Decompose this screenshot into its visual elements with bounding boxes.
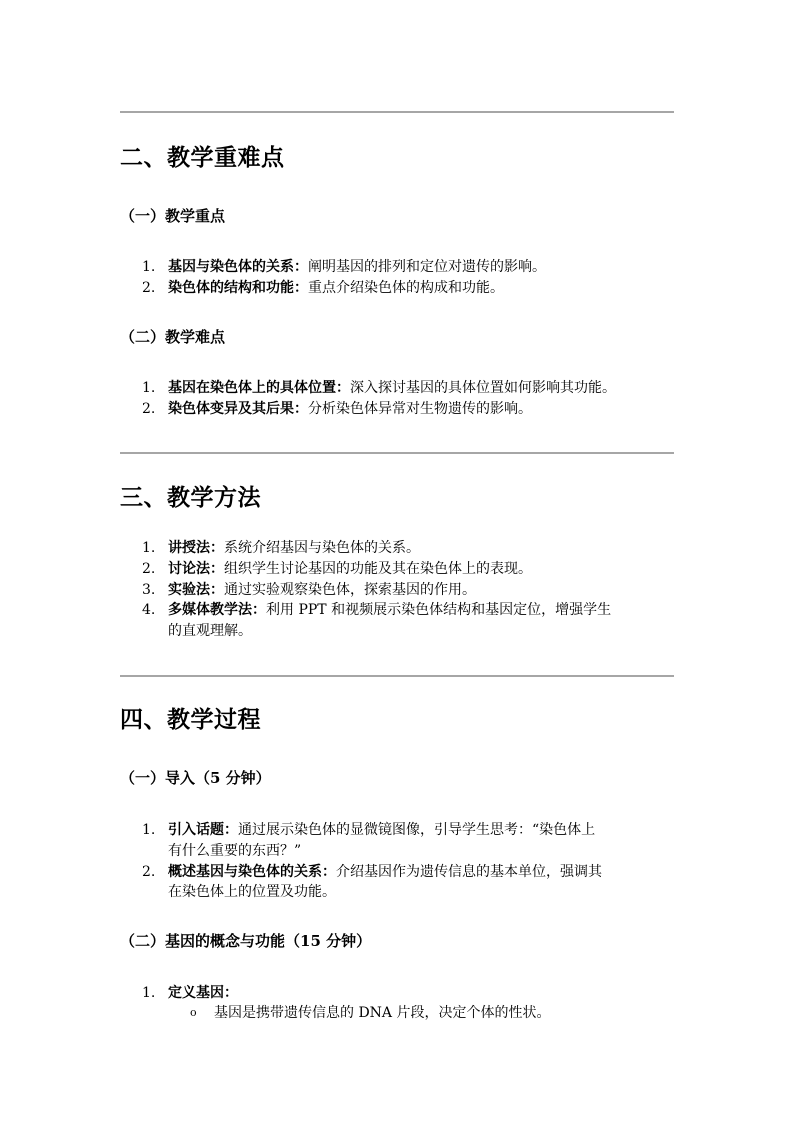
list-item-continuation: 在染色体上的位置及功能。 <box>168 884 336 900</box>
list-number: 1. <box>142 822 156 838</box>
list-item-text: 阐明基因的排列和定位对遗传的影响。 <box>308 259 546 275</box>
list-number: 1. <box>142 259 156 275</box>
list-item-text: 利用 PPT 和视频展示染色体结构和基因定位，增强学生 <box>266 602 612 618</box>
list-number: 2. <box>142 280 156 296</box>
list-number: 3. <box>142 582 156 598</box>
list-item-text: 介绍基因作为遗传信息的基本单位，强调其 <box>336 864 602 880</box>
section-heading: 二、教学重难点 <box>120 144 285 171</box>
list-item <box>142 378 616 398</box>
list-item <box>142 257 546 277</box>
subsection-heading: （二）基因的概念与功能（15 分钟） <box>120 932 372 950</box>
list-item <box>142 820 595 840</box>
list-item-term: 引入话题： <box>168 822 238 838</box>
section-divider <box>120 111 674 113</box>
list-item-text: 通过展示染色体的显微镜图像，引导学生思考：“染色体上 <box>238 822 596 838</box>
list-item-text: 组织学生讨论基因的功能及其在染色体上的表现。 <box>224 561 532 577</box>
list-item-text: 通过实验观察染色体，探索基因的作用。 <box>224 582 476 598</box>
list-number: 1. <box>142 985 156 1001</box>
section-heading: 三、教学方法 <box>120 484 261 511</box>
sub-list-item <box>190 1003 550 1023</box>
list-number: 4. <box>142 602 156 618</box>
list-item-continuation: 的直观理解。 <box>168 623 252 639</box>
list-item-text: 系统介绍基因与染色体的关系。 <box>224 540 420 556</box>
list-item-continuation: 有什么重要的东西？” <box>168 843 302 859</box>
list-item <box>142 600 611 620</box>
list-item-text: 深入探讨基因的具体位置如何影响其功能。 <box>350 380 616 396</box>
section-divider <box>120 675 674 677</box>
list-item-term: 概述基因与染色体的关系： <box>168 864 336 880</box>
sub-list-item-text: 基因是携带遗传信息的 DNA 片段，决定个体的性状。 <box>214 1005 551 1021</box>
list-item <box>142 559 532 579</box>
list-item <box>142 278 504 298</box>
subsection-heading: （二）教学难点 <box>120 328 226 346</box>
list-item-term: 基因在染色体上的具体位置： <box>168 380 350 396</box>
list-number: 1. <box>142 540 156 556</box>
list-item-term: 定义基因： <box>168 985 238 1001</box>
list-number: 2. <box>142 864 156 880</box>
list-number: 2. <box>142 561 156 577</box>
list-item-text: 重点介绍染色体的构成和功能。 <box>308 280 504 296</box>
list-item <box>142 399 532 419</box>
list-item-text: 分析染色体异常对生物遗传的影响。 <box>308 401 532 417</box>
section-heading: 四、教学过程 <box>120 706 261 733</box>
list-number: 2. <box>142 401 156 417</box>
section-divider <box>120 452 674 454</box>
subsection-heading: （一）导入（5 分钟） <box>120 769 271 787</box>
list-number: 1. <box>142 380 156 396</box>
list-item-term: 讲授法： <box>168 540 224 556</box>
list-item-term: 染色体变异及其后果： <box>168 401 308 417</box>
hollow-bullet-icon: o <box>190 1006 197 1019</box>
list-item-term: 实验法： <box>168 582 224 598</box>
subsection-heading: （一）教学重点 <box>120 207 226 225</box>
list-item <box>142 580 476 600</box>
list-item <box>142 983 238 1003</box>
list-item-term: 染色体的结构和功能： <box>168 280 308 296</box>
list-item-term: 基因与染色体的关系： <box>168 259 308 275</box>
list-item-term: 讨论法： <box>168 561 224 577</box>
list-item <box>142 538 420 558</box>
list-item <box>142 862 602 882</box>
list-item-term: 多媒体教学法： <box>168 602 266 618</box>
